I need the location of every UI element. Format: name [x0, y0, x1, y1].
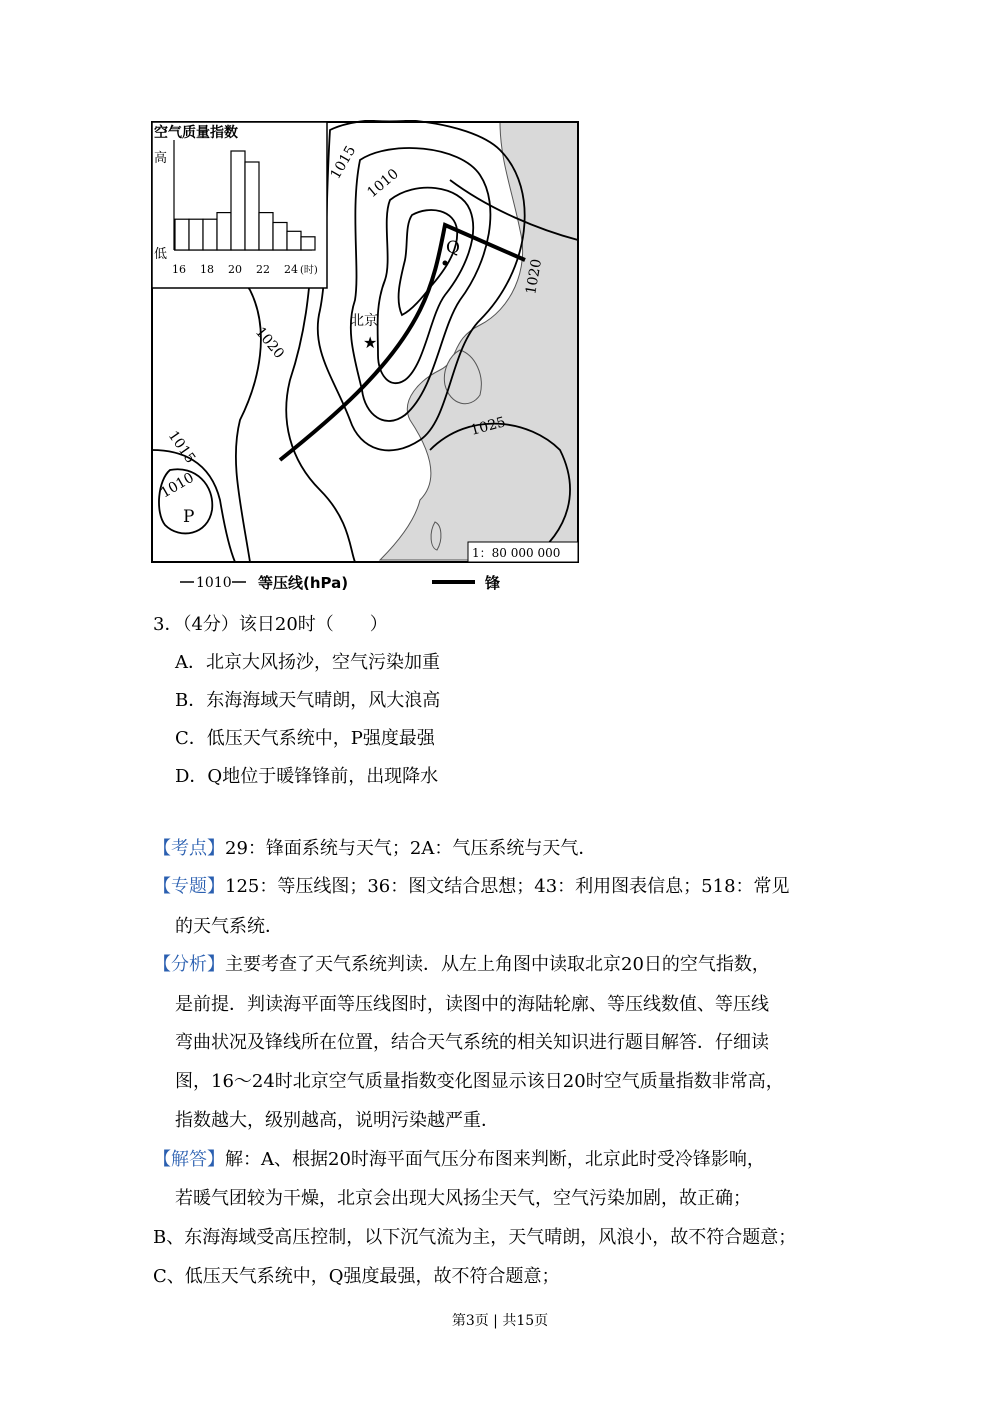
jieda-text-1: 解：A、根据20时海平面气压分布图来判断，北京此时受冷锋影响，: [225, 1149, 765, 1170]
isobar-label: 1015: [327, 143, 360, 182]
land-area: [380, 122, 578, 560]
inset-x-tick: 18: [200, 263, 214, 276]
point-q-dot: [443, 261, 448, 266]
fenxi-text-3: 弯曲状况及锋线所在位置，结合天气系统的相关知识进行题目解答．仔细读: [175, 1032, 769, 1053]
zhuanti-line: [153, 878, 790, 896]
zhuanti-text-1: 125：等压线图；36：图文结合思想；43：利用图表信息；518：常见: [225, 876, 790, 897]
fenxi-text-1: 主要考查了天气系统判读．从左上角图中读取北京20日的空气指数，: [225, 954, 770, 975]
inset-x-tick: 24: [284, 263, 298, 276]
option-c: C．低压天气系统中，P强度最强: [175, 728, 435, 749]
question-stem: 3．（4分）该日20时（ ）: [153, 614, 388, 635]
taiwan-island: [431, 522, 441, 550]
jieda-tag: 【解答】: [153, 1149, 225, 1170]
inset-x-tick: 16: [172, 263, 186, 276]
inset-y-high: 高: [154, 151, 168, 166]
point-q-label: Q: [446, 238, 460, 258]
inset-bar: [259, 213, 273, 250]
inset-y-low: 低: [154, 247, 168, 262]
isobar-label: 1020: [251, 324, 288, 362]
star-icon: ★: [363, 333, 378, 352]
option-b: B．东海海域天气晴朗，风大浪高: [175, 690, 441, 711]
inset-bar: [203, 219, 217, 250]
jieda-text-4: C、低压天气系统中，Q强度最强，故不符合题意；: [153, 1266, 560, 1287]
inset-title: 空气质量指数: [154, 125, 238, 141]
inset-bar: [273, 223, 287, 251]
jieda-text-3: B、东海海域受高压控制，以下沉气流为主，天气晴朗，风浪小，故不符合题意；: [153, 1227, 797, 1248]
isobar-label: 1025: [468, 414, 508, 439]
inset-bar: [189, 219, 203, 250]
zhuanti-text-2: 的天气系统．: [175, 916, 283, 937]
legend-isobar-sample: 1010: [196, 575, 232, 591]
inset-x-unit: (时): [300, 265, 318, 276]
fenxi-tag: 【分析】: [153, 954, 225, 975]
inset-bar: [245, 162, 259, 250]
jieda-line: [153, 1151, 765, 1169]
legend-front-text: 锋: [485, 574, 501, 592]
zhuanti-tag: 【专题】: [153, 876, 225, 897]
page-footer: 第3页 | 共15页: [451, 1313, 549, 1329]
legend: [180, 574, 500, 592]
isobar-label: 1015: [164, 428, 199, 467]
option-d: D．Q地位于暖锋锋前，出现降水: [175, 766, 439, 787]
fenxi-text-4: 图，16～24时北京空气质量指数变化图显示该日20时空气质量指数非常高，: [175, 1071, 784, 1092]
inset-bar: [301, 237, 315, 250]
legend-isobar-text: 等压线(hPa): [258, 574, 349, 592]
option-a: A．北京大风扬沙，空气污染加重: [175, 652, 440, 673]
scale-text: 1：80 000 000: [472, 546, 561, 560]
inset-bar: [217, 213, 231, 250]
fenxi-text-5: 指数越大，级别越高，说明污染越严重．: [175, 1110, 499, 1131]
kaodian-line: [153, 840, 596, 858]
inset-x-tick: 20: [228, 263, 242, 276]
isobar-label: 1010: [158, 469, 197, 502]
kaodian-tag: 【考点】: [153, 838, 225, 859]
kaodian-text: 29：锋面系统与天气；2A：气压系统与天气．: [225, 838, 597, 859]
weather-map-figure: [150, 120, 580, 595]
inset-bar: [175, 219, 189, 250]
point-p-label: P: [183, 507, 195, 527]
inset-bar: [231, 151, 245, 250]
isobar-label: 1020: [523, 257, 546, 296]
jieda-text-2: 若暖气团较为干燥，北京会出现大风扬尘天气，空气污染加剧，故正确；: [175, 1188, 751, 1209]
fenxi-line: [153, 956, 770, 974]
isobar-label: 1010: [364, 165, 402, 202]
city-label: 北京: [350, 313, 378, 329]
fenxi-text-2: 是前提．判读海平面等压线图时，读图中的海陆轮廓、等压线数值、等压线: [175, 994, 769, 1015]
inset-x-tick: 22: [256, 263, 270, 276]
inset-bar: [287, 231, 301, 250]
